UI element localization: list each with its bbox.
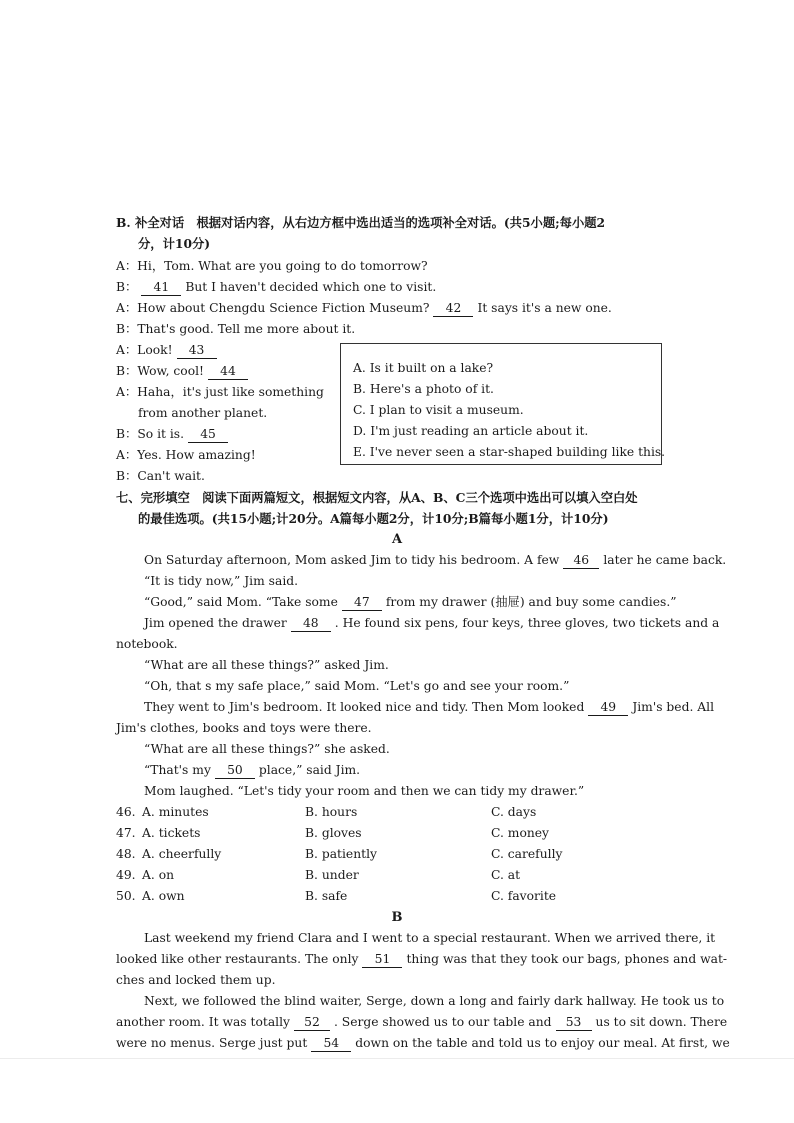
passage-line: “It is tidy now,” Jim said.	[144, 574, 299, 588]
blank-42[interactable]: 42	[433, 300, 473, 317]
choice-c[interactable]: C. at	[491, 868, 521, 882]
passage-line: were no menus. Serge just put 54 down on the table and told us to enjoy our meal. At first, we	[116, 1036, 730, 1050]
choice-a[interactable]: A. cheerfully	[142, 847, 222, 861]
dialogue-line: B：So it is. 45	[116, 424, 232, 445]
choice-c[interactable]: C. days	[491, 805, 537, 819]
page-edge-divider	[0, 1058, 794, 1059]
choice-a[interactable]: A. own	[142, 889, 185, 903]
choice-b[interactable]: B. under	[305, 868, 359, 882]
passage-line: “What are all these things?” she asked.	[144, 742, 390, 756]
dialogue-line: from another planet.	[138, 406, 268, 420]
blank-46[interactable]: 46	[563, 552, 599, 569]
blank-51[interactable]: 51	[362, 951, 402, 968]
choice-a[interactable]: A. tickets	[142, 826, 201, 840]
passage-line: notebook.	[116, 637, 178, 651]
dialogue-line: B：Wow, cool! 44	[116, 361, 252, 382]
passage-line: Next, we followed the blind waiter, Serge, down a long and fairly dark hallway. He took us to	[144, 994, 725, 1008]
blank-44[interactable]: 44	[208, 363, 248, 380]
dialogue-line: A：Haha，it's just like something	[116, 385, 324, 399]
passage-b-title: B	[391, 910, 403, 925]
question-number: 49.	[116, 868, 136, 882]
dialogue-line: B： 41 But I haven't decided which one to visit.	[116, 280, 437, 294]
option-c: C. I plan to visit a museum.	[353, 403, 524, 417]
passage-line: Jim opened the drawer 48 . He found six pens, four keys, three gloves, two tickets and a	[144, 616, 720, 630]
passage-line: On Saturday afternoon, Mom asked Jim to tidy his bedroom. A few 46 later he came back.	[144, 553, 727, 567]
choice-b[interactable]: B. safe	[305, 889, 348, 903]
choice-b[interactable]: B. gloves	[305, 826, 362, 840]
blank-41[interactable]: 41	[141, 279, 181, 296]
blank-54[interactable]: 54	[311, 1035, 351, 1052]
options-box	[340, 343, 666, 465]
dialogue-line: A：Look! 43	[116, 340, 221, 361]
dialogue-line: A：Hi，Tom. What are you going to do tomorrow?	[116, 259, 428, 273]
blank-52[interactable]: 52	[294, 1014, 330, 1031]
blank-47[interactable]: 47	[342, 594, 382, 611]
dialogue-line: B：Can't wait.	[116, 469, 205, 483]
section-7-heading: 七、完形填空 阅读下面两篇短文，根据短文内容，从A、B、C三个选项中选出可以填入空白处	[116, 490, 638, 505]
passage-line: “Oh, that s my safe place,” said Mom. “Let's go and see your room.”	[144, 679, 570, 693]
passage-line: ches and locked them up.	[116, 973, 276, 987]
blank-50[interactable]: 50	[215, 762, 255, 779]
passage-line: “That's my 50 place,” said Jim.	[144, 763, 361, 777]
passage-a-title: A	[391, 532, 403, 547]
passage-line: They went to Jim's bedroom. It looked nice and tidy. Then Mom looked 49 Jim's bed. All	[144, 700, 715, 714]
blank-43[interactable]: 43	[177, 342, 217, 359]
passage-line: “Good,” said Mom. “Take some 47 from my drawer (抽屉) and buy some candies.”	[144, 595, 677, 609]
option-e: E. I've never seen a star-shaped building like this.	[353, 445, 666, 459]
dialogue-line: A：Yes. How amazing!	[116, 448, 256, 462]
choice-b[interactable]: B. hours	[305, 805, 358, 819]
blank-49[interactable]: 49	[588, 699, 628, 716]
passage-line: another room. It was totally 52 . Serge showed us to our table and 53 us to sit down. There	[116, 1015, 728, 1029]
choice-c[interactable]: C. money	[491, 826, 549, 840]
question-number: 48.	[116, 847, 136, 861]
option-a: A. Is it built on a lake?	[353, 361, 494, 375]
section-b-heading-cont: 分，计10分)	[138, 236, 211, 251]
section-7-heading-cont: 的最佳选项。(共15小题;计20分。A篇每小题2分，计10分;B篇每小题1分，计10分)	[138, 511, 609, 526]
dialogue-line: A：How about Chengdu Science Fiction Museum? 42 It says it's a new one.	[116, 301, 612, 315]
passage-line: Last weekend my friend Clara and I went to a special restaurant. When we arrived there, it	[144, 931, 716, 945]
blank-45[interactable]: 45	[188, 426, 228, 443]
choice-c[interactable]: C. favorite	[491, 889, 557, 903]
option-b: B. Here's a photo of it.	[353, 382, 494, 396]
question-number: 47.	[116, 826, 136, 840]
choice-a[interactable]: A. on	[142, 868, 175, 882]
blank-53[interactable]: 53	[556, 1014, 592, 1031]
section-b-heading: B. 补全对话 根据对话内容，从右边方框中选出适当的选项补全对话。(共5小题;每小题2	[116, 215, 606, 230]
blank-48[interactable]: 48	[291, 615, 331, 632]
question-number: 46.	[116, 805, 136, 819]
dialogue-line: B：That's good. Tell me more about it.	[116, 322, 356, 336]
passage-line: Mom laughed. “Let's tidy your room and then we can tidy my drawer.”	[144, 784, 585, 798]
question-number: 50.	[116, 889, 136, 903]
choice-c[interactable]: C. carefully	[491, 847, 563, 861]
passage-line: “What are all these things?” asked Jim.	[144, 658, 389, 672]
passage-line: looked like other restaurants. The only 51 thing was that they took our bags, phones and wat-	[116, 952, 728, 966]
choice-b[interactable]: B. patiently	[305, 847, 377, 861]
option-d: D. I'm just reading an article about it.	[353, 424, 589, 438]
passage-line: Jim's clothes, books and toys were there.	[116, 721, 372, 735]
choice-a[interactable]: A. minutes	[142, 805, 209, 819]
